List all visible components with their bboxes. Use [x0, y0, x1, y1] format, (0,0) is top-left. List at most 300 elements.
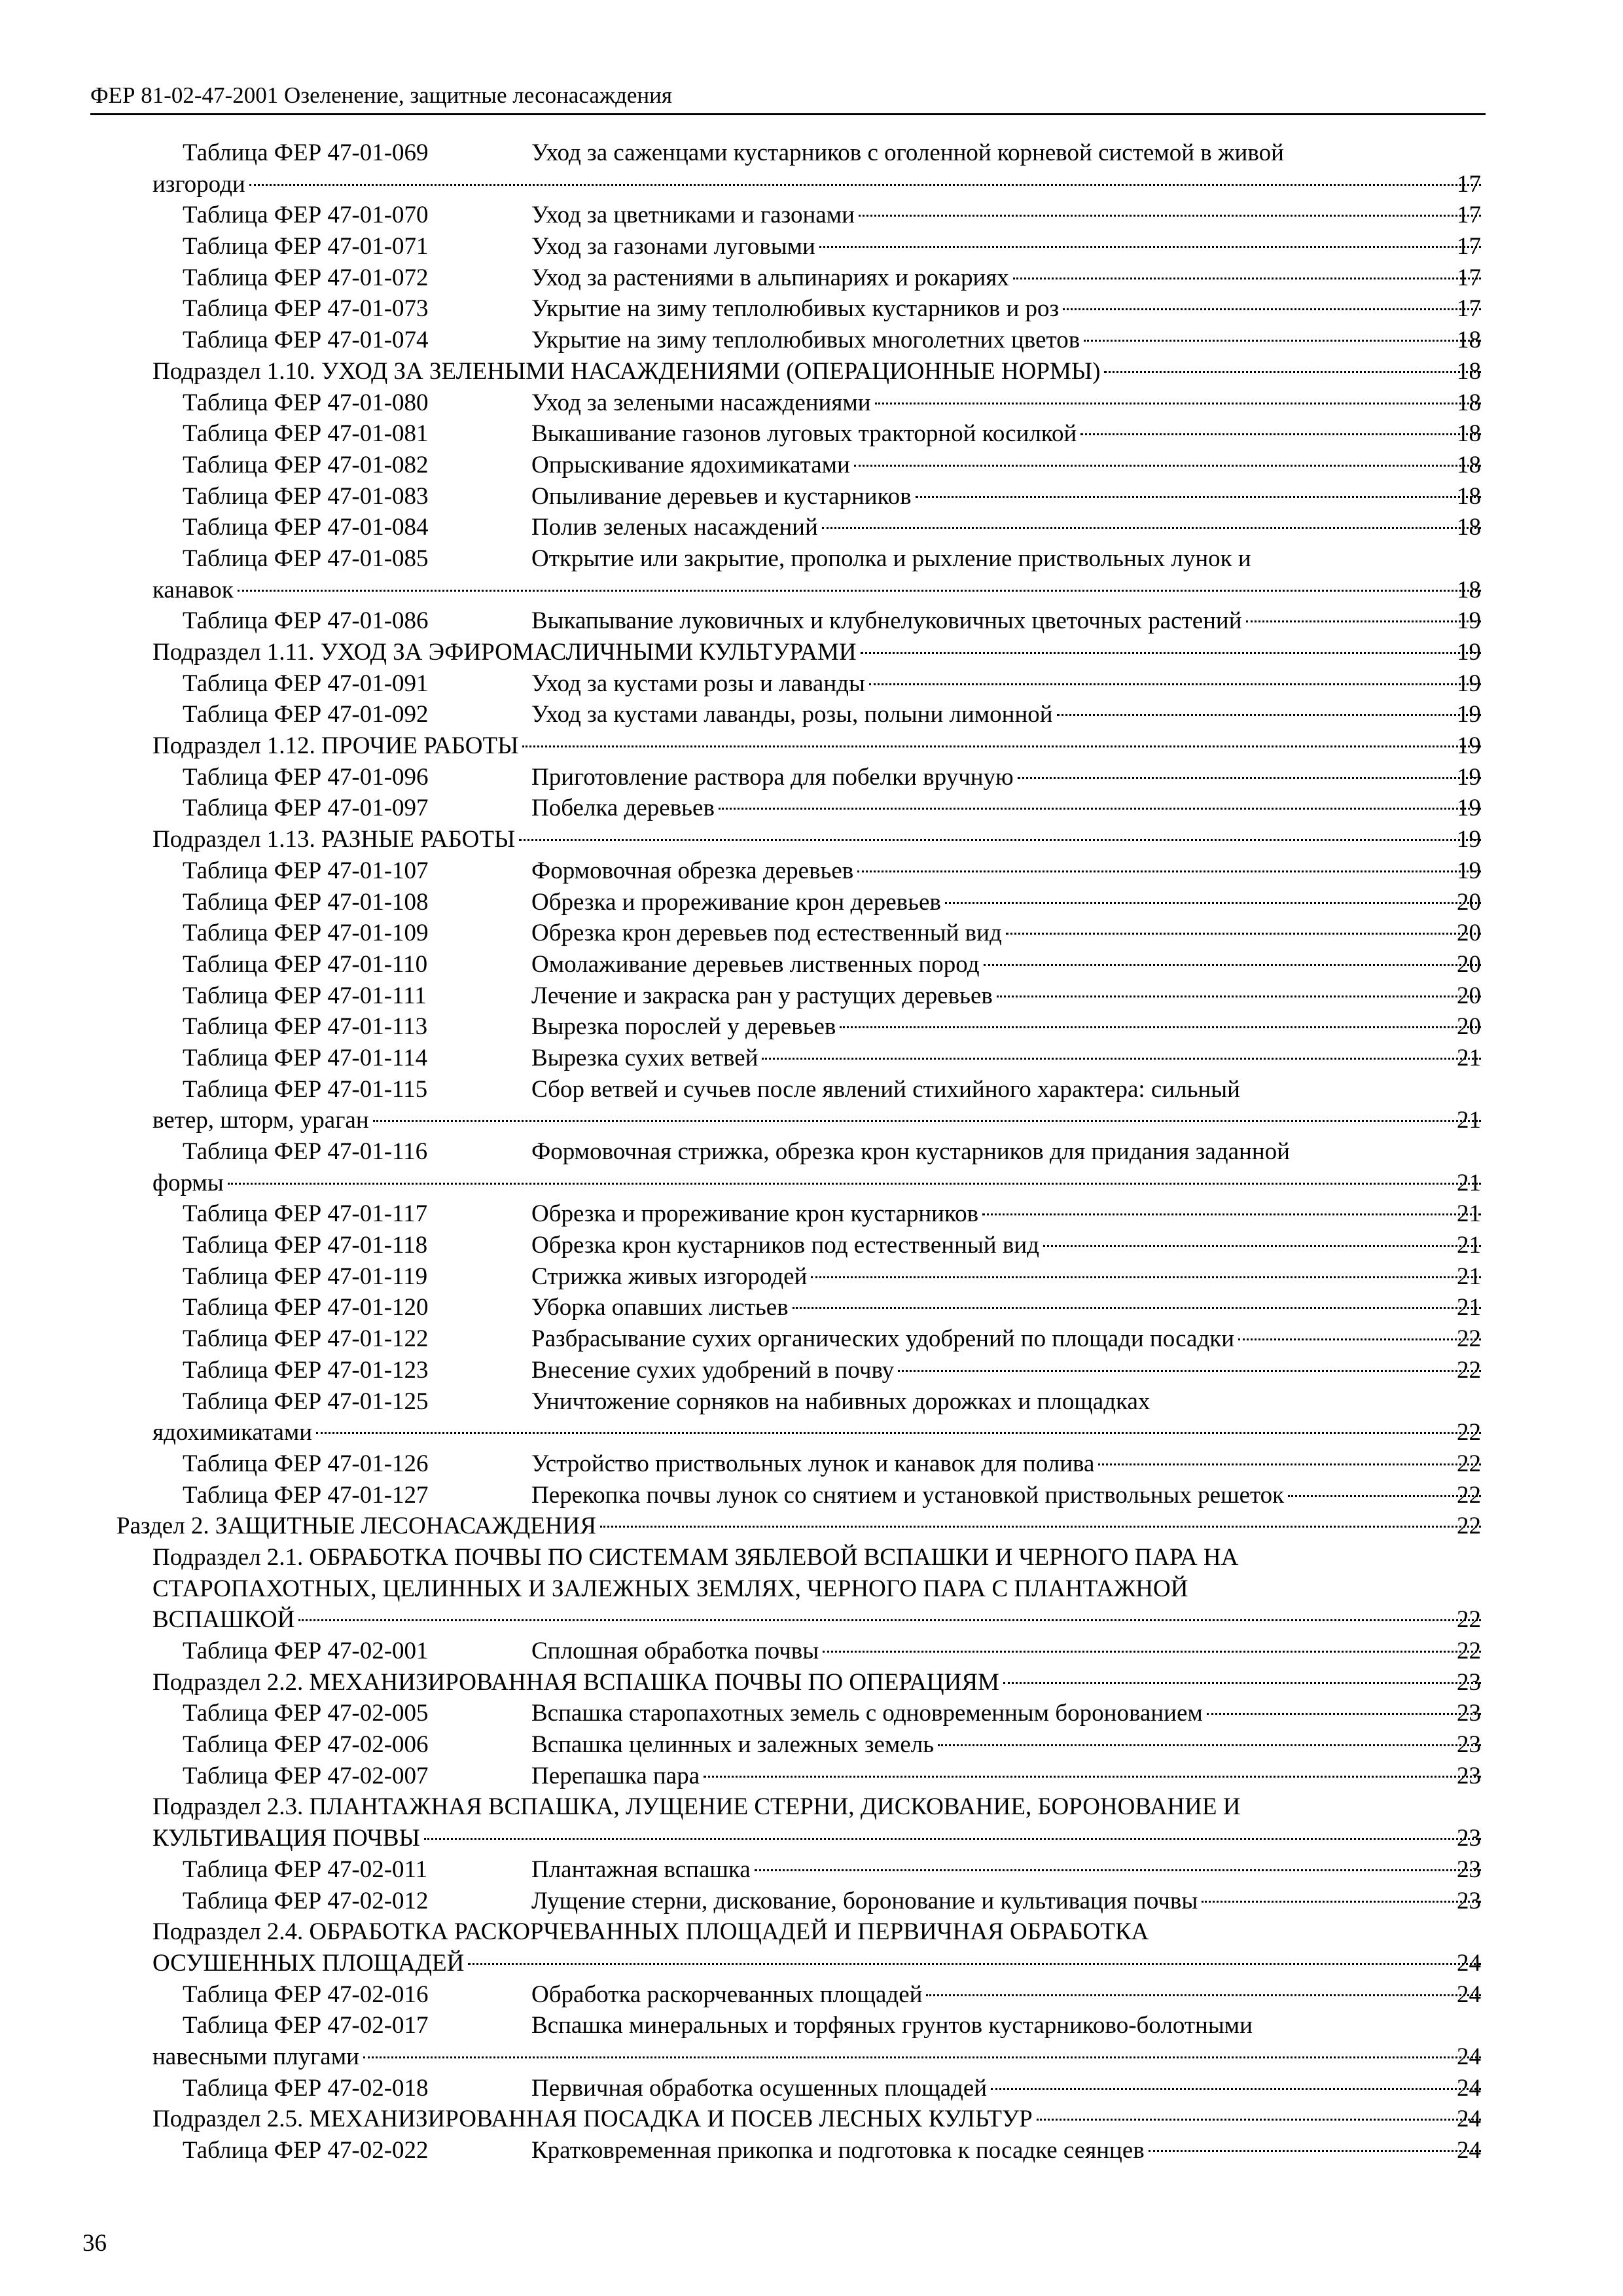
toc-table-code: Таблица ФЕР 47-01-070 — [183, 202, 429, 229]
toc-table-code: Таблица ФЕР 47-01-073 — [183, 295, 429, 323]
toc-table-code: Таблица ФЕР 47-01-111 — [183, 982, 427, 1009]
toc-line — [0, 2010, 1623, 2041]
toc-entry-title: Внесение сухих удобрений в почву — [531, 1356, 895, 1384]
toc-entry-title-with-leader — [531, 668, 1485, 700]
toc-page-number: 17 — [1457, 295, 1481, 323]
toc-entry-title: Уход за газонами луговыми — [531, 233, 815, 260]
toc-entry-title-with-leader — [531, 1636, 1485, 1667]
toc-dot-leader — [1006, 933, 1481, 935]
toc-line — [0, 1261, 1623, 1293]
toc-entry-title: Открытие или закрытие, прополка и рыхление приствольных лунок и — [531, 545, 1251, 572]
toc-dot-leader — [926, 1994, 1481, 1996]
toc-entry-title-with-leader — [531, 1230, 1485, 1261]
toc-entry-title-with-leader — [531, 450, 1485, 481]
toc-entry-title: Побелка деревьев — [531, 795, 715, 822]
toc-page-number: 24 — [1457, 2137, 1481, 2164]
toc-entry-title: Обработка раскорчеванных площадей — [531, 1981, 923, 2008]
toc-page-number: 20 — [1457, 1013, 1481, 1041]
toc-dot-leader — [1057, 714, 1481, 716]
toc-line — [0, 356, 1623, 387]
toc-dot-leader — [762, 1058, 1481, 1060]
toc-entry-title: Укрытие на зиму теплолюбивых кустарников и роз — [531, 295, 1060, 323]
toc-subsection-title: Подраздел 2.5. МЕХАНИЗИРОВАННАЯ ПОСАДКА И ПОСЕВ ЛЕСНЫХ КУЛЬТУР — [152, 2106, 1033, 2133]
toc-dot-leader — [1080, 433, 1481, 435]
toc-table-code: Таблица ФЕР 47-02-018 — [183, 2074, 429, 2102]
toc-table-code: Таблица ФЕР 47-02-005 — [183, 1700, 429, 1727]
toc-line — [0, 887, 1623, 918]
toc-entry-title-with-leader — [531, 1323, 1485, 1355]
toc-entry-title-with-leader — [531, 1355, 1485, 1386]
toc-entry-title: Лечение и закраска ран у растущих деревьев — [531, 982, 993, 1009]
toc-dot-leader — [793, 1307, 1481, 1309]
page-number: 36 — [82, 2230, 107, 2257]
toc-entry-title: Уход за растениями в альпинариях и рокариях — [531, 264, 1009, 291]
toc-table-code: Таблица ФЕР 47-02-022 — [183, 2137, 429, 2164]
toc-entry-title-with-leader — [531, 855, 1485, 887]
toc-page-number: 20 — [1457, 888, 1481, 916]
toc-table-code: Таблица ФЕР 47-01-080 — [183, 389, 429, 416]
toc-entry-title: ветер, шторм, ураган — [152, 1107, 369, 1134]
toc-dot-leader — [522, 745, 1481, 747]
toc-entry-title-with-leader — [152, 1417, 1485, 1448]
toc-dot-leader — [991, 2088, 1481, 2090]
toc-dot-leader — [719, 808, 1481, 810]
toc-page-number: 20 — [1457, 982, 1481, 1009]
toc-entry-title: навесными плугами — [152, 2043, 359, 2070]
toc-entry-title-with-leader — [531, 325, 1485, 356]
toc-line — [0, 137, 1623, 169]
toc-line — [0, 1886, 1623, 1917]
toc-page-number: 23 — [1457, 1700, 1481, 1727]
toc-line — [0, 1573, 1623, 1605]
toc-table-code: Таблица ФЕР 47-01-072 — [183, 264, 429, 291]
toc-entry-title-with-leader — [152, 1948, 1485, 1979]
toc-page-number: 22 — [1457, 1606, 1481, 1634]
toc-line — [0, 668, 1623, 700]
toc-line — [0, 1542, 1623, 1573]
toc-entry-title-with-leader — [531, 262, 1485, 294]
toc-line — [0, 1823, 1623, 1854]
toc-entry-title: Лущение стерни, дискование, боронование и культивация почвы — [531, 1887, 1198, 1914]
toc-table-code: Таблица ФЕР 47-02-007 — [183, 1762, 429, 1789]
toc-dot-leader — [1288, 1495, 1481, 1497]
toc-entry-title: ядохимикатами — [152, 1419, 313, 1446]
toc-subsection-title: Подраздел 2.1. ОБРАБОТКА ПОЧВЫ ПО СИСТЕМАМ ЗЯБЛЕВОЙ ВСПАШКИ И ЧЕРНОГО ПАРА НА — [152, 1543, 1239, 1571]
toc-entry-title: Формовочная обрезка деревьев — [531, 857, 854, 884]
toc-dot-leader — [1246, 620, 1481, 622]
toc-line — [0, 1667, 1623, 1698]
toc-line — [0, 1043, 1623, 1074]
toc-dot-leader — [869, 683, 1481, 685]
toc-entry-title-with-leader — [152, 1168, 1485, 1199]
toc-line — [0, 1604, 1623, 1636]
toc-dot-leader — [1003, 1682, 1481, 1684]
toc-table-code: Таблица ФЕР 47-01-108 — [183, 888, 429, 916]
toc-dot-leader — [519, 839, 1481, 841]
toc-page-number: 19 — [1457, 795, 1481, 822]
toc-dot-leader — [1018, 777, 1481, 779]
toc-page-number: 19 — [1457, 826, 1481, 853]
toc-dot-leader — [1202, 1901, 1481, 1903]
toc-line — [0, 1698, 1623, 1729]
toc-entry-title-with-leader — [531, 793, 1485, 824]
toc-line — [0, 450, 1623, 481]
toc-page-number: 19 — [1457, 607, 1481, 635]
toc-dot-leader — [997, 996, 1481, 997]
toc-page-number: 19 — [1457, 670, 1481, 697]
toc-dot-leader — [840, 1026, 1481, 1028]
toc-line — [0, 1011, 1623, 1043]
toc-dot-leader — [861, 652, 1481, 654]
toc-table-code: Таблица ФЕР 47-01-126 — [183, 1450, 429, 1477]
toc-entry-title-with-leader — [531, 1261, 1485, 1293]
toc-line — [0, 1386, 1623, 1418]
toc-entry-title-with-leader — [152, 824, 1485, 855]
toc-table-code: Таблица ФЕР 47-01-122 — [183, 1325, 429, 1353]
toc-entry-title-with-leader — [531, 1854, 1485, 1886]
toc-page-number: 18 — [1457, 482, 1481, 510]
toc-table-code: Таблица ФЕР 47-01-069 — [183, 139, 429, 166]
toc-line — [0, 1355, 1623, 1386]
toc-page-number: 21 — [1457, 1294, 1481, 1321]
toc-line — [0, 1292, 1623, 1323]
toc-line — [0, 1854, 1623, 1886]
toc-page-number: 24 — [1457, 2106, 1481, 2133]
toc-entry-title: Укрытие на зиму теплолюбивых многолетних цветов — [531, 327, 1080, 354]
toc-entry-title: Омолаживание деревьев лиственных пород — [531, 950, 980, 978]
toc-line — [0, 262, 1623, 294]
toc-table-code: Таблица ФЕР 47-02-001 — [183, 1638, 429, 1664]
toc-entry-title: Опыливание деревьев и кустарников — [531, 482, 912, 510]
toc-dot-leader — [984, 964, 1481, 966]
toc-dot-leader — [1098, 1463, 1481, 1465]
toc-table-code: Таблица ФЕР 47-01-113 — [183, 1013, 428, 1041]
toc-page-number: 20 — [1457, 950, 1481, 978]
toc-line — [0, 605, 1623, 637]
toc-page-number: 17 — [1457, 170, 1481, 198]
toc-subsection-title: Подраздел 2.3. ПЛАНТАЖНАЯ ВСПАШКА, ЛУЩЕНИЕ СТЕРНИ, ДИСКОВАНИЕ, БОРОНОВАНИЕ И — [152, 1793, 1241, 1821]
toc-table-code: Таблица ФЕР 47-01-086 — [183, 607, 429, 635]
toc-page-number: 22 — [1457, 1481, 1481, 1509]
toc-page-number: 22 — [1457, 1419, 1481, 1446]
toc-line — [0, 855, 1623, 887]
toc-page-number: 19 — [1457, 763, 1481, 791]
toc-entry-title: Вырезка порослей у деревьев — [531, 1013, 836, 1041]
toc-entry-title-with-leader — [531, 918, 1485, 949]
toc-entry-title: Выкашивание газонов луговых тракторной косилкой — [531, 420, 1077, 448]
toc-page-number: 22 — [1457, 1325, 1481, 1353]
toc-page-number: 21 — [1457, 1044, 1481, 1071]
toc-page-number: 18 — [1457, 357, 1481, 385]
toc-page-number: 24 — [1457, 1949, 1481, 1977]
toc-entry-title: Перекопка почвы лунок со снятием и установкой приствольных решеток — [531, 1481, 1285, 1509]
toc-page-number: 18 — [1457, 514, 1481, 541]
toc-page-number: 19 — [1457, 857, 1481, 884]
toc-table-code: Таблица ФЕР 47-01-127 — [183, 1481, 429, 1509]
toc-entry-title: Обрезка крон кустарников под естественный вид — [531, 1232, 1039, 1259]
toc-table-code: Таблица ФЕР 47-01-116 — [183, 1138, 428, 1165]
toc-entry-title: формы — [152, 1169, 224, 1196]
toc-line — [0, 1074, 1623, 1105]
toc-line — [0, 1761, 1623, 1792]
toc-entry-title: Обрезка крон деревьев под естественный вид — [531, 920, 1002, 947]
toc-entry-title-with-leader — [152, 2104, 1485, 2135]
toc-page-number: 22 — [1457, 1450, 1481, 1477]
toc-entry-title-with-leader — [531, 605, 1485, 637]
toc-page-number: 21 — [1457, 1200, 1481, 1228]
toc-subsection-title: Подраздел 1.12. ПРОЧИЕ РАБОТЫ — [152, 732, 519, 760]
toc-dot-leader — [1149, 2150, 1481, 2152]
toc-page-number: 17 — [1457, 264, 1481, 291]
page-header — [90, 75, 1486, 115]
toc-entry-title-with-leader — [531, 887, 1485, 918]
toc-line — [0, 200, 1623, 231]
toc-entry-title: Уход за саженцами кустарников с оголенной корневой системой в живой — [531, 139, 1284, 166]
toc-line — [0, 2104, 1623, 2135]
toc-page-number: 23 — [1457, 1731, 1481, 1759]
toc-table-code: Таблица ФЕР 47-02-012 — [183, 1887, 429, 1914]
toc-dot-leader — [704, 1776, 1481, 1778]
toc-entry-title-with-leader — [531, 231, 1485, 262]
toc-line — [0, 169, 1623, 200]
toc-entry-title: канавок — [152, 576, 234, 603]
toc-page-number: 23 — [1457, 1825, 1481, 1852]
toc-dot-leader — [945, 902, 1481, 904]
toc-page-number: 20 — [1457, 920, 1481, 947]
toc-table-code: Таблица ФЕР 47-01-085 — [183, 545, 429, 572]
toc-page-number: 23 — [1457, 1887, 1481, 1914]
toc-dot-leader — [238, 590, 1481, 592]
toc-entry-title-with-leader — [531, 1761, 1485, 1792]
toc-entry-title: Плантажная вспашка — [531, 1856, 751, 1883]
toc-line — [0, 387, 1623, 419]
toc-entry-title: Устройство приствольных лунок и канавок для полива — [531, 1450, 1095, 1477]
toc-table-code: Таблица ФЕР 47-01-110 — [183, 950, 428, 978]
toc-line — [0, 1791, 1623, 1823]
toc-dot-leader — [822, 527, 1481, 529]
toc-line — [0, 1979, 1623, 2011]
toc-line — [0, 1948, 1623, 1979]
toc-line — [0, 512, 1623, 543]
toc-page-number: 22 — [1457, 1356, 1481, 1384]
toc-dot-leader — [228, 1183, 1481, 1185]
toc-page-number: 21 — [1457, 1169, 1481, 1196]
toc-dot-leader — [1207, 1713, 1481, 1715]
toc-entry-title-with-leader — [531, 1698, 1485, 1729]
toc-entry-title-with-leader — [152, 1823, 1485, 1854]
toc-page-number: 24 — [1457, 2074, 1481, 2102]
toc-entry-title-with-leader — [531, 512, 1485, 543]
toc-table-code: Таблица ФЕР 47-01-096 — [183, 763, 429, 791]
toc-entry-title-with-leader — [531, 200, 1485, 231]
toc-entry-title-with-leader — [531, 1480, 1485, 1511]
toc-line — [0, 949, 1623, 980]
toc-table-code: Таблица ФЕР 47-01-074 — [183, 327, 429, 354]
toc-table-code: Таблица ФЕР 47-01-107 — [183, 857, 429, 884]
toc-entry-title-with-leader — [531, 949, 1485, 980]
toc-line — [0, 418, 1623, 450]
toc-entry-title-with-leader — [152, 169, 1485, 200]
toc-section-title: Раздел 2. ЗАЩИТНЫЕ ЛЕСОНАСАЖДЕНИЯ — [116, 1513, 597, 1540]
toc-dot-leader — [982, 1213, 1481, 1215]
toc-table-code: Таблица ФЕР 47-02-017 — [183, 2012, 429, 2039]
toc-table-code: Таблица ФЕР 47-01-092 — [183, 701, 429, 728]
toc-line — [0, 481, 1623, 512]
toc-subsection-title: Подраздел 2.4. ОБРАБОТКА РАСКОРЧЕВАННЫХ ПЛОЩАДЕЙ И ПЕРВИЧНАЯ ОБРАБОТКА — [152, 1918, 1149, 1946]
toc-page-number: 24 — [1457, 1981, 1481, 2008]
toc-line — [0, 730, 1623, 762]
toc-subsection-title: СТАРОПАХОТНЫХ, ЦЕЛИННЫХ И ЗАЛЕЖНЫХ ЗЕМЛЯХ, ЧЕРНОГО ПАРА С ПЛАНТАЖНОЙ — [152, 1575, 1188, 1602]
toc-entry-title: Полив зеленых насаждений — [531, 514, 818, 541]
toc-entry-title-with-leader — [152, 1604, 1485, 1636]
toc-entry-title-with-leader — [531, 1979, 1485, 2011]
toc-subsection-title: Подраздел 1.13. РАЗНЫЕ РАБОТЫ — [152, 826, 516, 853]
toc-entry-title: Уход за кустами лаванды, розы, полыни лимонной — [531, 701, 1053, 728]
toc-entry-title-with-leader — [531, 1448, 1485, 1480]
toc-line — [0, 325, 1623, 356]
toc-table-code: Таблица ФЕР 47-01-120 — [183, 1294, 429, 1321]
toc-line — [0, 2073, 1623, 2104]
toc-subsection-title: Подраздел 1.11. УХОД ЗА ЭФИРОМАСЛИЧНЫМИ КУЛЬТУРАМИ — [152, 639, 857, 666]
toc-entry-title-with-leader — [531, 418, 1485, 450]
toc-entry-title-with-leader — [531, 1292, 1485, 1323]
toc-entry-title: Сплошная обработка почвы — [531, 1638, 819, 1664]
toc-entry-title: Разбрасывание сухих органических удобрений по площади посадки — [531, 1325, 1235, 1353]
toc-dot-leader — [823, 1651, 1481, 1653]
toc-line — [0, 543, 1623, 575]
toc-dot-leader — [1063, 308, 1481, 310]
toc-entry-title: Стрижка живых изгородей — [531, 1263, 808, 1290]
toc-line — [0, 1417, 1623, 1448]
toc-dot-leader — [424, 1838, 1481, 1840]
toc-line — [0, 1105, 1623, 1136]
toc-table-code: Таблица ФЕР 47-01-083 — [183, 482, 429, 510]
toc-entry-title-with-leader — [152, 730, 1485, 762]
toc-table-code: Таблица ФЕР 47-01-097 — [183, 795, 429, 822]
toc-line — [0, 293, 1623, 325]
toc-table-code: Таблица ФЕР 47-01-115 — [183, 1075, 428, 1103]
toc-line — [0, 980, 1623, 1012]
toc-entry-title: Вспашка минеральных и торфяных грунтов кустарниково-болотными — [531, 2012, 1253, 2039]
toc-table-code: Таблица ФЕР 47-01-118 — [183, 1232, 428, 1259]
toc-entry-title: Приготовление раствора для побелки вручную — [531, 763, 1014, 791]
toc-entry-title: Кратковременная прикопка и подготовка к посадке сеянцев — [531, 2137, 1145, 2164]
toc-entry-title: Формовочная стрижка, обрезка крон кустарников для придания заданной — [531, 1138, 1290, 1165]
toc-entry-title-with-leader — [531, 1886, 1485, 1917]
toc-line — [0, 1168, 1623, 1199]
toc-dot-leader — [1013, 278, 1481, 279]
toc-entry-title-with-leader — [531, 699, 1485, 730]
toc-entry-title: Обрезка и прореживание крон кустарников — [531, 1200, 979, 1228]
toc-line — [0, 918, 1623, 949]
toc-page-number: 17 — [1457, 202, 1481, 229]
toc-dot-leader — [755, 1869, 1481, 1871]
toc-dot-leader — [857, 870, 1481, 872]
toc-table-code: Таблица ФЕР 47-01-071 — [183, 233, 429, 260]
toc-page-number: 18 — [1457, 451, 1481, 478]
toc-page-number: 22 — [1457, 1638, 1481, 1664]
toc-line — [0, 637, 1623, 668]
toc-page-number: 21 — [1457, 1263, 1481, 1290]
toc-entry-title: Выкапывание луковичных и клубнелуковичных цветочных растений — [531, 607, 1242, 635]
toc-dot-leader — [1084, 340, 1481, 342]
toc-entry-title: Вспашка целинных и залежных земель — [531, 1731, 935, 1759]
toc-page-number: 21 — [1457, 1107, 1481, 1134]
toc-page-number: 19 — [1457, 732, 1481, 760]
toc-entry-title: Вырезка сухих ветвей — [531, 1044, 758, 1071]
toc-entry-title-with-leader — [152, 575, 1485, 606]
table-of-contents — [0, 137, 1623, 2166]
toc-line — [0, 2135, 1623, 2166]
toc-entry-title: Обрезка и прореживание крон деревьев — [531, 888, 941, 916]
toc-line — [0, 1198, 1623, 1230]
toc-dot-leader — [854, 465, 1481, 467]
toc-line — [0, 231, 1623, 262]
toc-dot-leader — [875, 403, 1481, 404]
toc-dot-leader — [819, 246, 1481, 248]
toc-page-number: 18 — [1457, 576, 1481, 603]
toc-entry-title-with-leader — [152, 1667, 1485, 1698]
toc-subsection-title: Подраздел 2.2. МЕХАНИЗИРОВАННАЯ ВСПАШКА ПОЧВЫ ПО ОПЕРАЦИЯМ — [152, 1668, 999, 1696]
toc-line — [0, 1230, 1623, 1261]
toc-dot-leader — [1037, 2119, 1481, 2121]
toc-subsection-title: Подраздел 1.10. УХОД ЗА ЗЕЛЕНЫМИ НАСАЖДЕНИЯМИ (ОПЕРАЦИОННЫЕ НОРМЫ) — [152, 357, 1101, 385]
toc-dot-leader — [898, 1370, 1481, 1372]
toc-table-code: Таблица ФЕР 47-01-084 — [183, 514, 429, 541]
toc-line — [0, 1729, 1623, 1761]
toc-table-code: Таблица ФЕР 47-01-119 — [183, 1263, 428, 1290]
toc-table-code: Таблица ФЕР 47-01-109 — [183, 920, 429, 947]
toc-entry-title-with-leader — [152, 2041, 1485, 2073]
toc-dot-leader — [916, 496, 1481, 498]
toc-dot-leader — [316, 1432, 1481, 1434]
toc-line — [0, 824, 1623, 855]
toc-entry-title-with-leader — [531, 1729, 1485, 1761]
toc-line — [0, 575, 1623, 606]
toc-entry-title-with-leader — [531, 1198, 1485, 1230]
toc-subsection-title: ВСПАШКОЙ — [152, 1606, 295, 1634]
toc-line — [0, 1636, 1623, 1667]
toc-line — [0, 1323, 1623, 1355]
toc-table-code: Таблица ФЕР 47-01-117 — [183, 1200, 428, 1228]
toc-subsection-title: ОСУШЕННЫХ ПЛОЩАДЕЙ — [152, 1949, 465, 1977]
toc-entry-title-with-leader — [531, 2135, 1485, 2166]
toc-page-number: 18 — [1457, 420, 1481, 448]
toc-entry-title-with-leader — [152, 356, 1485, 387]
toc-dot-leader — [938, 1744, 1481, 1746]
toc-line — [0, 2041, 1623, 2073]
toc-dot-leader — [1043, 1245, 1481, 1247]
toc-dot-leader — [1238, 1338, 1481, 1340]
toc-entry-title-with-leader — [531, 293, 1485, 325]
toc-table-code: Таблица ФЕР 47-01-123 — [183, 1356, 429, 1384]
toc-page-number: 23 — [1457, 1856, 1481, 1883]
toc-dot-leader — [600, 1526, 1481, 1528]
toc-page-number: 18 — [1457, 327, 1481, 354]
toc-entry-title-with-leader — [152, 637, 1485, 668]
toc-dot-leader — [811, 1276, 1481, 1278]
toc-table-code: Таблица ФЕР 47-01-081 — [183, 420, 429, 448]
toc-line — [0, 699, 1623, 730]
toc-entry-title-with-leader — [152, 1105, 1485, 1136]
toc-page-number: 24 — [1457, 2043, 1481, 2070]
toc-entry-title: Уход за цветниками и газонами — [531, 202, 855, 229]
toc-dot-leader — [249, 184, 1481, 186]
toc-table-code: Таблица ФЕР 47-02-011 — [183, 1856, 428, 1883]
toc-table-code: Таблица ФЕР 47-01-082 — [183, 451, 429, 478]
toc-entry-title-with-leader — [531, 2073, 1485, 2104]
toc-entry-title: изгороди — [152, 170, 245, 198]
